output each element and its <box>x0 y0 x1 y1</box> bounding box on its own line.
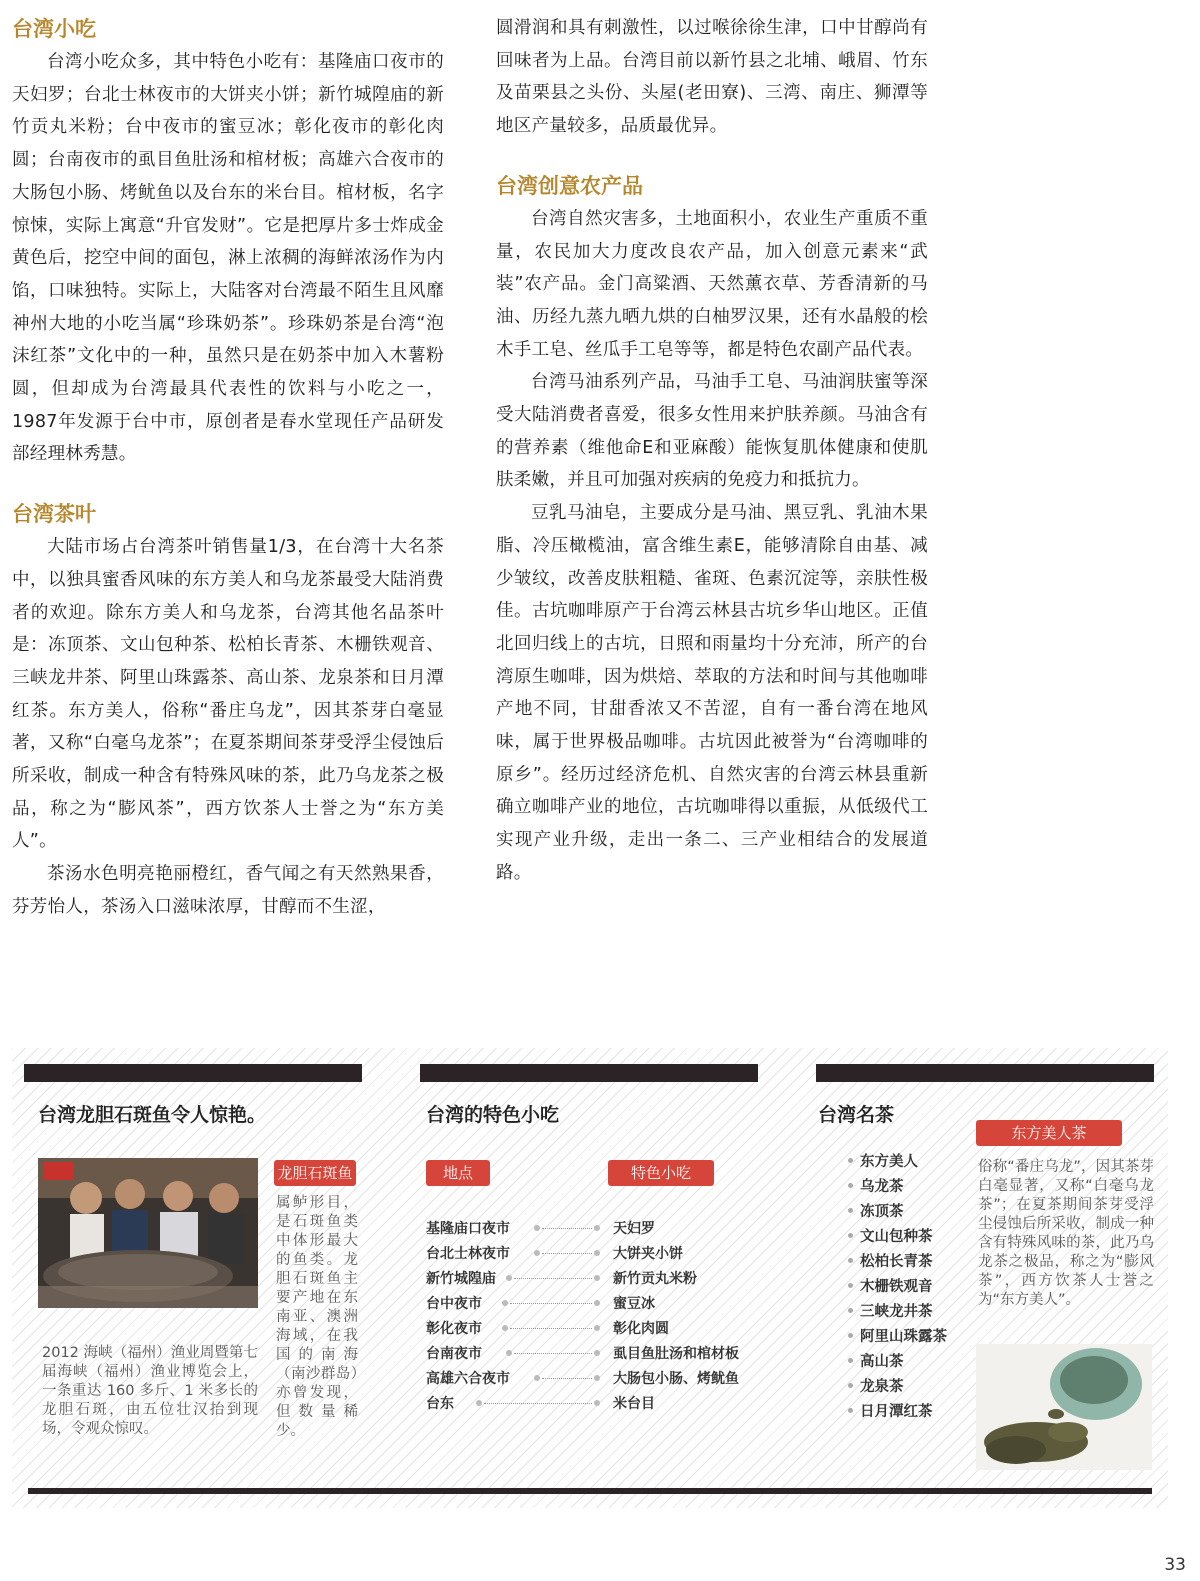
connector-dot <box>506 1275 512 1281</box>
top-bar-fish <box>24 1064 362 1082</box>
tea-item: 东方美人 <box>860 1154 918 1170</box>
tea-paragraph-2: 茶汤水色明亮艳丽橙红，香气闻之有天然熟果香，芬芳怡人，茶汤入口滋味浓厚，甘醇而不生涩， <box>12 864 444 917</box>
connector-dot <box>594 1300 600 1306</box>
tea-item: 日月潭红茶 <box>860 1404 933 1420</box>
tea-bullet <box>848 1258 853 1263</box>
left-column <box>12 12 444 924</box>
tea-paragraph-2-continued: 圆滑润和具有刺激性，以过喉徐徐生津，口中甘醇尚有回味者为上品。台湾目前以新竹县之北埔、峨眉、竹东及苗栗县之头份、头屋(老田寮)、三湾、南庄、狮潭等地区产量较多，品质最优异。 <box>496 18 928 137</box>
snack-section-title: 台湾小吃 <box>12 17 96 41</box>
page-number: 33 <box>1164 1555 1186 1575</box>
tea-item: 乌龙茶 <box>860 1179 904 1195</box>
connector-dot <box>476 1400 482 1406</box>
tea-item: 阿里山珠露茶 <box>860 1329 947 1345</box>
top-bar-teas <box>816 1064 1154 1082</box>
connector-line <box>510 1328 592 1329</box>
connector-dot <box>594 1400 600 1406</box>
snack-paragraph: 台湾小吃众多，其中特色小吃有：基隆庙口夜市的天妇罗；台北士林夜市的大饼夹小饼；新竹城隍庙的新竹贡丸米粉；台中夜市的蜜豆冰；彰化夜市的彰化肉圆；台南夜市的虱目鱼肚汤和棺材板；高雄六合夜市的大肠包小肠、烤鱿鱼以及台东的米台目。棺材板，名字惊悚，实际上寓意“升官发财”。它是把厚片多士炸成金黄色后，挖空中间的面包，淋上浓稠的海鲜浓汤作为内馅，口味独特。实际上，大陆客对台湾最不陌生且风靡神州大地的小吃当属“珍珠奶茶”。珍珠奶茶是台湾“泡沫红茶”文化中的一种，虽然只是在奶茶中加入木薯粉圆，但却成为台湾最具代表性的饮料与小吃之一，1987年发源于台中市，原创者是春水堂现任产品研发部经理林秀慧。 <box>12 52 444 465</box>
agri-paragraph-2: 台湾马油系列产品，马油手工皂、马油润肤蜜等深受大陆消费者喜爱，很多女性用来护肤养颜。马油含有的营养素（维他命E和亚麻酸）能恢复肌体健康和使肌肤柔嫩，并且可加强对疾病的免疫力和抵抗力。 <box>496 372 928 491</box>
connector-dot <box>534 1375 540 1381</box>
tea-bullet <box>848 1333 853 1338</box>
grouper-caption: 2012 海峡（福州）渔业周暨第七届海峡（福州）渔业博览会上，一条重达 160 多斤、1 米多长的龙胆石斑，由五位壮汉抬到现场，令观众惊叹。 <box>42 1345 258 1437</box>
grouper-description: 属鲈形目，是石斑鱼类中体形最大的鱼类。龙胆石斑鱼主要产地在东南亚、澳洲海域，在我国的南海（南沙群岛）亦曾发现，但数量稀少。 <box>276 1195 358 1439</box>
right-column <box>496 12 928 890</box>
grouper-tag: 龙胆石斑鱼 <box>274 1160 356 1186</box>
tea-bullet <box>848 1358 853 1363</box>
snack-place: 台北士林夜市 <box>426 1246 510 1262</box>
connector-dot <box>594 1325 600 1331</box>
tea-bullet <box>848 1183 853 1188</box>
infographic-panel <box>12 1048 1168 1508</box>
connector-line <box>484 1403 592 1404</box>
tea-bullet <box>848 1383 853 1388</box>
connector-line <box>542 1253 592 1254</box>
tea-leaves-photo <box>976 1344 1152 1470</box>
connector-dot <box>506 1350 512 1356</box>
snacks-panel-title: 台湾的特色小吃 <box>426 1104 560 1126</box>
grouper-photo <box>38 1158 258 1308</box>
food-column-header: 特色小吃 <box>608 1160 714 1186</box>
snack-food: 天妇罗 <box>613 1221 655 1237</box>
connector-line <box>510 1303 592 1304</box>
connector-dot <box>594 1250 600 1256</box>
tea-paragraph-1: 大陆市场占台湾茶叶销售量1/3，在台湾十大名茶中，以独具蜜香风味的东方美人和乌龙茶最受大陆消费者的欢迎。除东方美人和乌龙茶，台湾其他名品茶叶是：冻顶茶、文山包种茶、松柏长青茶、木栅铁观音、三峡龙井茶、阿里山珠露茶、高山茶、龙泉茶和日月潭红茶。东方美人，俗称“番庄乌龙”，因其茶芽白毫显著，又称“白毫乌龙茶”；在夏茶期间茶芽受浮尘侵蚀后所采收，制成一种含有特殊风味的茶，此乃乌龙茶之极品，称之为“膨风茶”，西方饮茶人士誉之为“东方美人”。 <box>12 537 444 852</box>
snack-place: 台南夜市 <box>426 1346 482 1362</box>
snack-food: 虱目鱼肚汤和棺材板 <box>613 1346 739 1362</box>
snack-food: 蜜豆冰 <box>613 1296 655 1312</box>
tea-item: 高山茶 <box>860 1354 904 1370</box>
agri-section-title: 台湾创意农产品 <box>496 173 643 198</box>
agri-paragraph-3: 豆乳马油皂，主要成分是马油、黑豆乳、乳油木果脂、冷压橄榄油，富含维生素E，能够清除自由基、减少皱纹，改善皮肤粗糙、雀斑、色素沉淀等，亲肤性极佳。古坑咖啡原产于台湾云林县古坑乡华山地区。正值北回归线上的古坑，日照和雨量均十分充沛，所产的台湾原生咖啡，因为烘焙、萃取的方法和时间与其他咖啡产地不同，甘甜香浓又不苦涩，自有一番台湾在地风味，属于世界极品咖啡。古坑因此被誉为“台湾咖啡的原乡”。经历过经济危机、自然灾害的台湾云林县重新确立咖啡产业的地位，古坑咖啡得以重振，从低级代工实现产业升级，走出一条二、三产业相结合的发展道路。 <box>496 503 928 883</box>
tea-bullet <box>848 1408 853 1413</box>
tea-item: 木栅铁观音 <box>860 1279 933 1295</box>
connector-dot <box>502 1300 508 1306</box>
connector-line <box>542 1228 592 1229</box>
snack-food: 彰化肉圆 <box>613 1321 669 1337</box>
tea-bullet <box>848 1308 853 1313</box>
snack-place: 高雄六合夜市 <box>426 1371 510 1387</box>
connector-line <box>514 1353 592 1354</box>
snack-place: 基隆庙口夜市 <box>426 1221 510 1237</box>
snack-place: 台东 <box>426 1396 454 1412</box>
tea-section-title: 台湾茶叶 <box>12 502 96 527</box>
tea-item: 文山包种茶 <box>860 1229 933 1245</box>
snack-place: 新竹城隍庙 <box>426 1271 496 1287</box>
snack-place: 台中夜市 <box>426 1296 482 1312</box>
connector-dot <box>534 1225 540 1231</box>
connector-dot <box>594 1225 600 1231</box>
connector-dot <box>594 1275 600 1281</box>
tea-item: 冻顶茶 <box>860 1204 904 1220</box>
tea-item: 龙泉茶 <box>860 1379 904 1395</box>
snack-food: 米台目 <box>613 1396 655 1412</box>
connector-dot <box>534 1250 540 1256</box>
agri-paragraph-1: 台湾自然灾害多，土地面积小，农业生产重质不重量，农民加大力度改良农产品，加入创意元素来“武装”农产品。金门高粱酒、天然薰衣草、芳香清新的马油、历经九蒸九晒九烘的白柚罗汉果，还有水晶般的桧木手工皂、丝瓜手工皂等等，都是特色农副产品代表。 <box>496 208 928 360</box>
connector-dot <box>594 1375 600 1381</box>
connector-dot <box>594 1350 600 1356</box>
bottom-bar <box>28 1488 1152 1494</box>
oriental-beauty-description: 俗称“番庄乌龙”，因其茶芽白毫显著，又称“白毫乌龙茶”；在夏茶期间茶芽受浮尘侵蚀后所采收，制成一种含有特殊风味的茶，此乃乌龙茶之极品，称之为“膨风茶”，西方饮茶人士誉之为“东方美人”。 <box>978 1159 1154 1308</box>
tea-item: 松柏长青茶 <box>860 1254 933 1270</box>
place-column-header: 地点 <box>426 1160 490 1186</box>
tea-bullet <box>848 1158 853 1163</box>
teas-panel-title: 台湾名茶 <box>818 1104 895 1126</box>
tea-bullet <box>848 1208 853 1213</box>
snack-food: 大肠包小肠、烤鱿鱼 <box>613 1371 739 1387</box>
tea-item: 三峡龙井茶 <box>860 1304 933 1320</box>
connector-dot <box>502 1325 508 1331</box>
connector-line <box>542 1378 592 1379</box>
snack-food: 大饼夹小饼 <box>613 1246 683 1262</box>
connector-line <box>514 1278 592 1279</box>
snack-food: 新竹贡丸米粉 <box>613 1271 697 1287</box>
snack-place: 彰化夜市 <box>426 1321 482 1337</box>
tea-bullet <box>848 1283 853 1288</box>
top-bar-snacks <box>420 1064 758 1082</box>
tea-bullet <box>848 1233 853 1238</box>
fish-panel-title: 台湾龙胆石斑鱼令人惊艳。 <box>38 1104 267 1126</box>
oriental-beauty-tag: 东方美人茶 <box>976 1120 1122 1146</box>
